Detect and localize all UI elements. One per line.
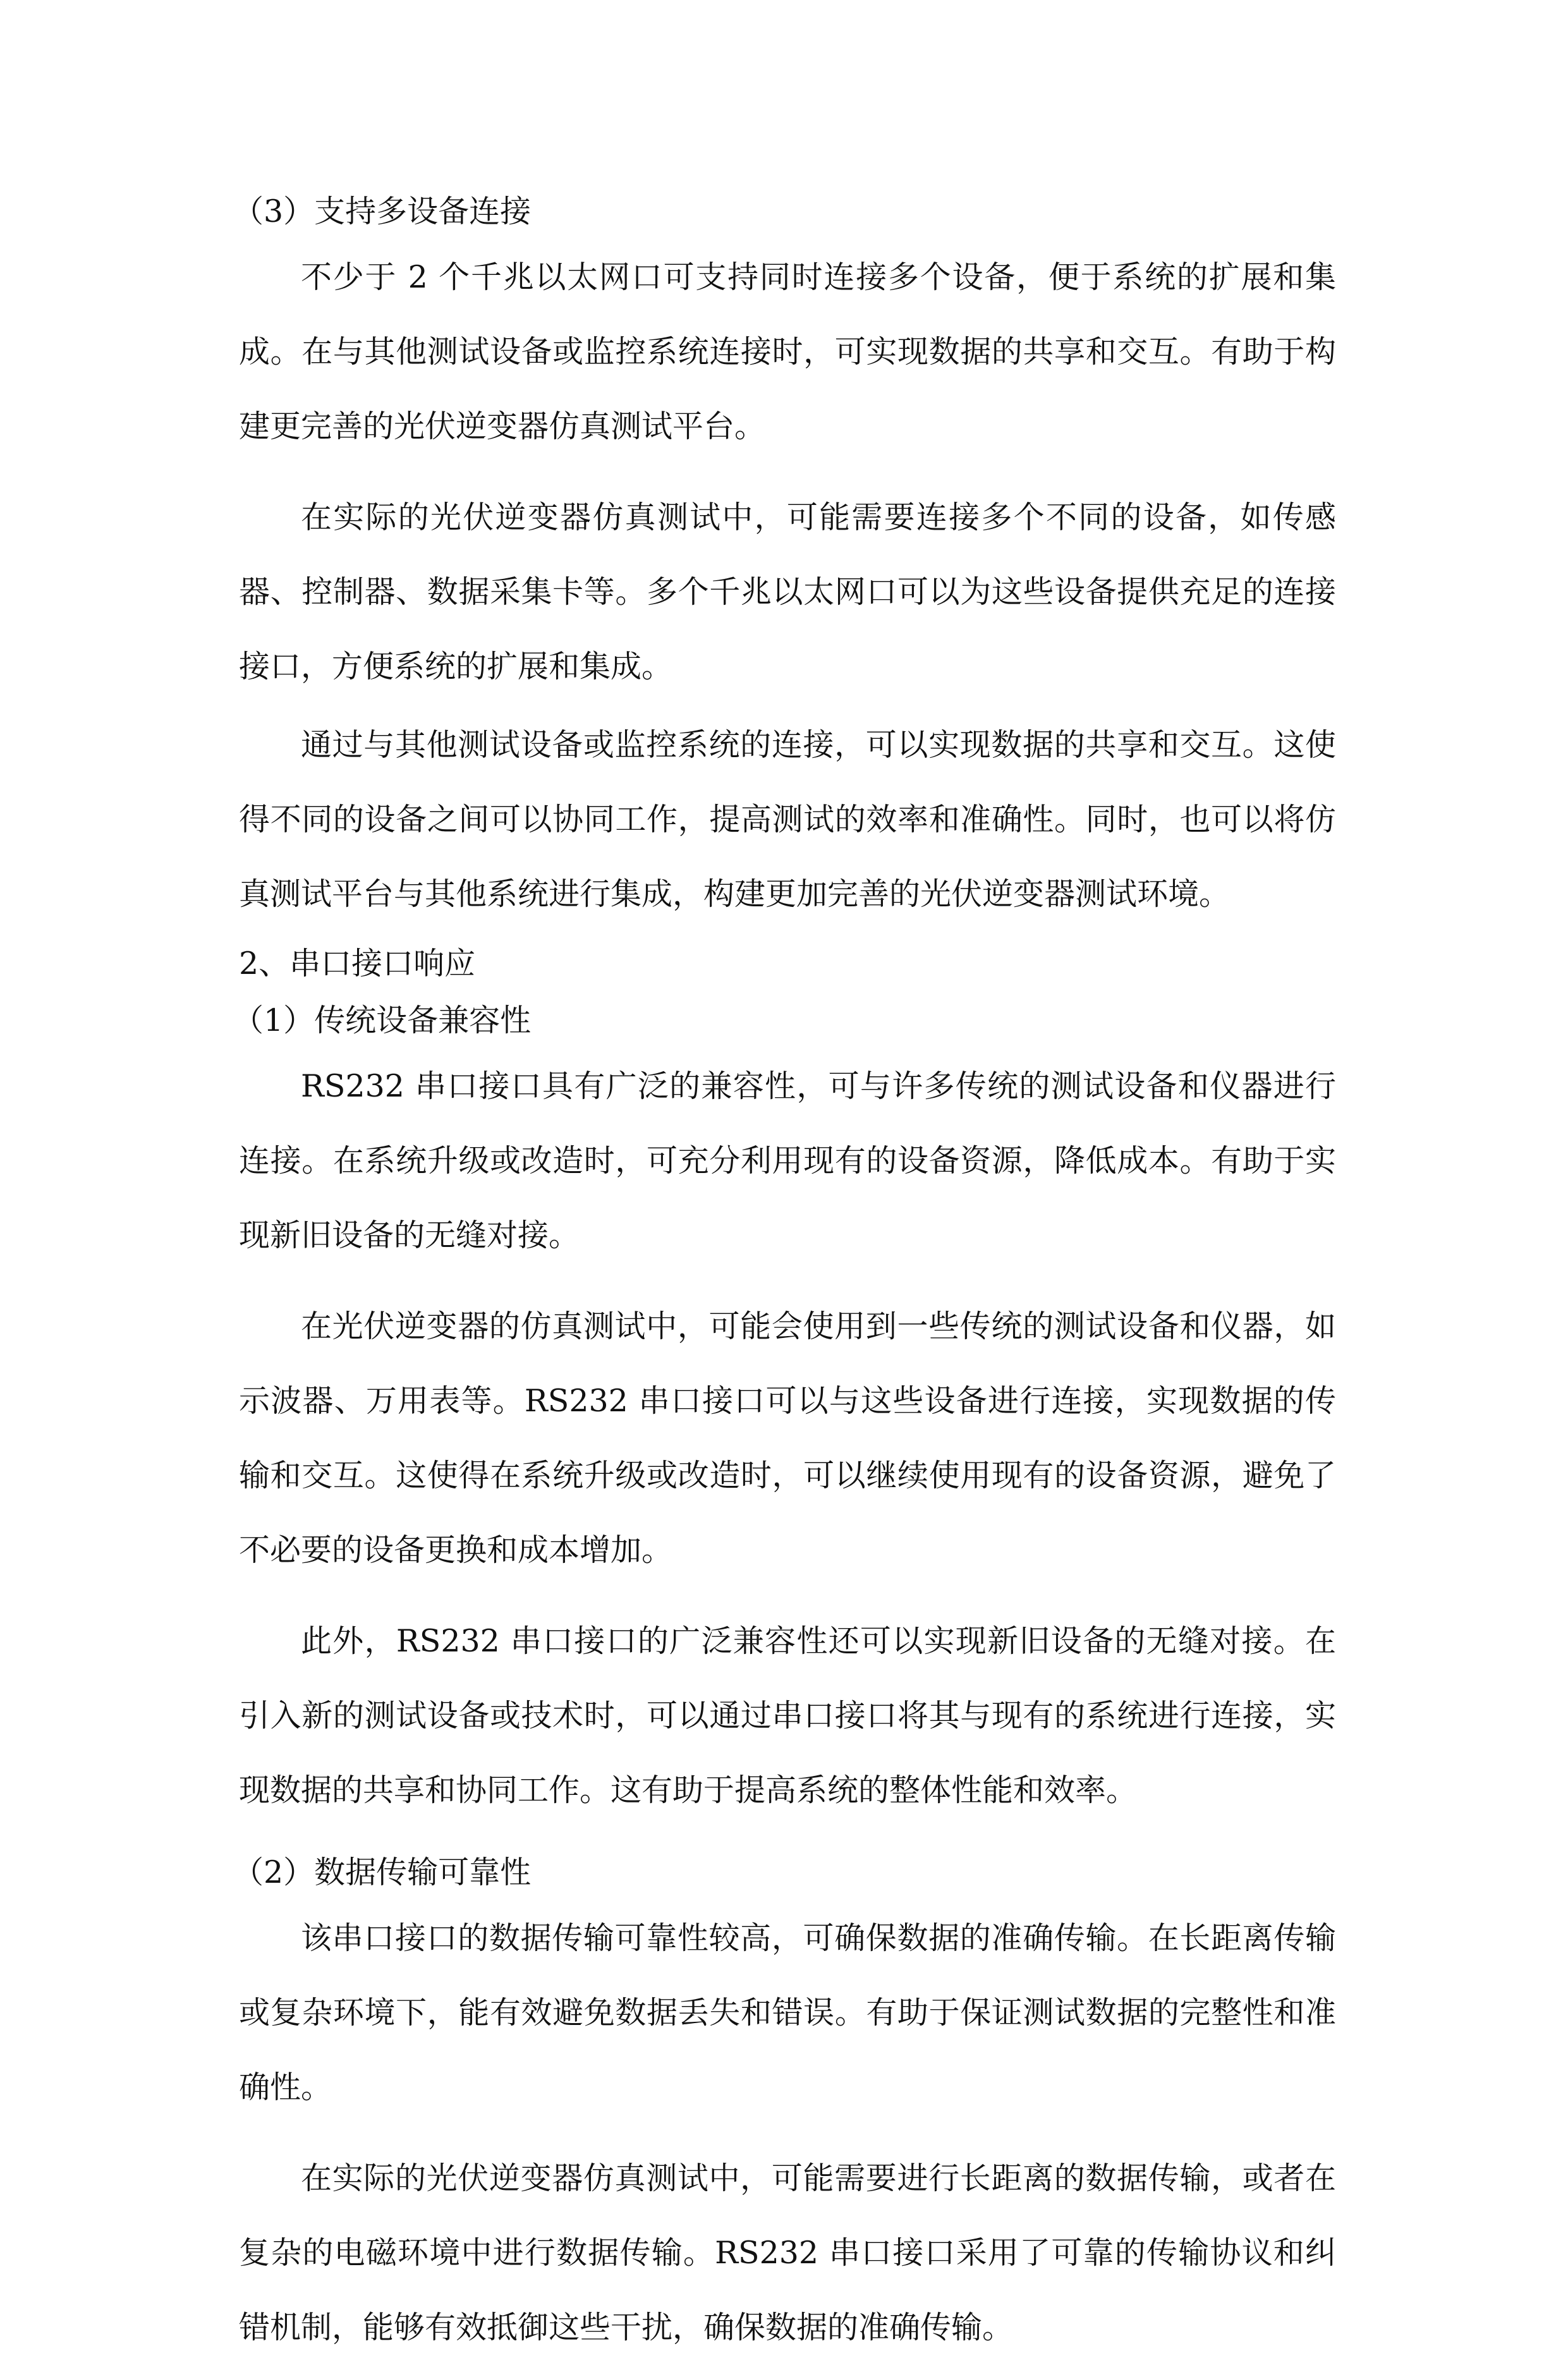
subheading-multi-device: （3）支持多设备连接 (233, 193, 532, 229)
section-heading-serial: 2、串口接口响应 (239, 945, 476, 982)
paragraph: RS232 串口接口具有广泛的兼容性，可与许多传统的测试设备和仪器进行连接。在系统升级或改造时，可充分利用现有的设备资源，降低成本。有助于实现新旧设备的无缝对接。 (239, 1068, 1336, 1253)
subheading-compatibility: （1）传统设备兼容性 (233, 1002, 532, 1038)
paragraph: 在实际的光伏逆变器仿真测试中，可能需要进行长距离的数据传输，或者在复杂的电磁环境中进行数据传输。RS232 串口接口采用了可靠的传输协议和纠错机制，能够有效抵御这些干扰，确保数据的准确传输。 (239, 2160, 1336, 2345)
paragraph: 不少于 2 个千兆以太网口可支持同时连接多个设备，便于系统的扩展和集成。在与其他测试设备或监控系统连接时，可实现数据的共享和交互。有助于构建更完善的光伏逆变器仿真测试平台。 (239, 259, 1336, 444)
document-page (233, 183, 1336, 2365)
paragraph: 此外，RS232 串口接口的广泛兼容性还可以实现新旧设备的无缝对接。在引入新的测试设备或技术时，可以通过串口接口将其与现有的系统进行连接，实现数据的共享和协同工作。这有助于提高系统的整体性能和效率。 (239, 1623, 1336, 1808)
paragraph: 在光伏逆变器的仿真测试中，可能会使用到一些传统的测试设备和仪器，如示波器、万用表等。RS232 串口接口可以与这些设备进行连接，实现数据的传输和交互。这使得在系统升级或改造时，可以继续使用现有的设备资源，避免了不必要的设备更换和成本增加。 (239, 1308, 1336, 1568)
subheading-reliability: （2）数据传输可靠性 (233, 1854, 532, 1890)
paragraph: 在实际的光伏逆变器仿真测试中，可能需要连接多个不同的设备，如传感器、控制器、数据采集卡等。多个千兆以太网口可以为这些设备提供充足的连接接口，方便系统的扩展和集成。 (239, 499, 1336, 684)
paragraph: 该串口接口的数据传输可靠性较高，可确保数据的准确传输。在长距离传输或复杂环境下，能有效避免数据丢失和错误。有助于保证测试数据的完整性和准确性。 (239, 1920, 1336, 2105)
paragraph: 通过与其他测试设备或监控系统的连接，可以实现数据的共享和交互。这使得不同的设备之间可以协同工作，提高测试的效率和准确性。同时，也可以将仿真测试平台与其他系统进行集成，构建更加完善的光伏逆变器测试环境。 (239, 727, 1336, 912)
